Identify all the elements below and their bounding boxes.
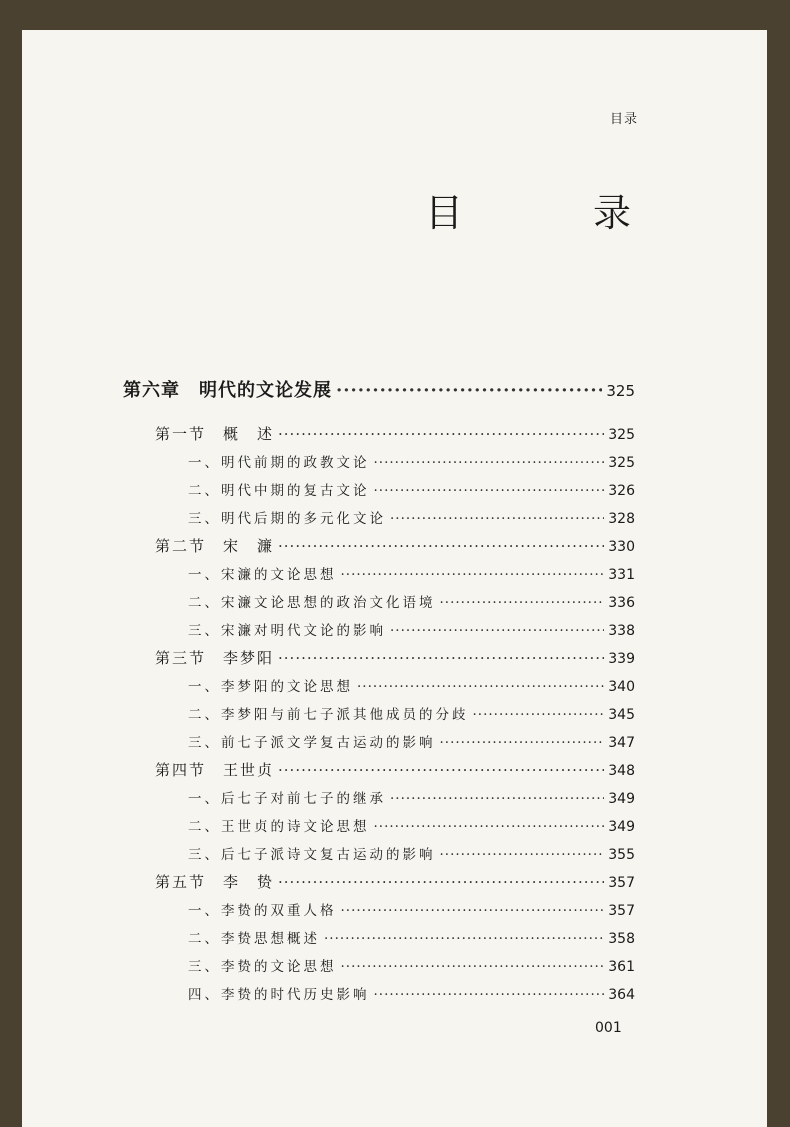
page-number: 339 <box>608 651 635 667</box>
toc-section-entry <box>155 647 635 668</box>
page-number: 357 <box>608 875 635 891</box>
page-number: 357 <box>608 903 635 919</box>
page-number: 348 <box>608 763 635 779</box>
page-number: 328 <box>608 511 635 527</box>
leader-dots <box>390 511 604 527</box>
page-number: 325 <box>608 455 635 471</box>
leader-dots <box>278 649 604 667</box>
page-number: 358 <box>608 931 635 947</box>
leader-dots <box>336 380 602 401</box>
leader-dots <box>278 761 604 779</box>
leader-dots <box>374 819 605 835</box>
leader-dots <box>341 959 605 975</box>
leader-dots <box>278 873 604 891</box>
toc-item-entry <box>188 843 635 863</box>
leader-dots <box>390 623 604 639</box>
item-title: 一、明代前期的政教文论 <box>188 455 370 471</box>
leader-dots <box>473 707 605 723</box>
toc-item-entry <box>188 899 635 919</box>
page-number: 336 <box>608 595 635 611</box>
toc-section-entry <box>155 759 635 780</box>
toc-chapter-entry <box>123 376 635 402</box>
leader-dots <box>440 595 605 611</box>
item-title: 二、王世贞的诗文论思想 <box>188 819 370 835</box>
leader-dots <box>278 425 604 443</box>
item-title: 二、宋濂文论思想的政治文化语境 <box>188 595 436 611</box>
item-title: 四、李贽的时代历史影响 <box>188 987 370 1003</box>
leader-dots <box>440 847 605 863</box>
page-number: 325 <box>608 427 635 443</box>
section-title: 第一节 概 述 <box>155 425 275 443</box>
item-title: 一、李梦阳的文论思想 <box>188 679 353 695</box>
item-title: 三、李贽的文论思想 <box>188 959 337 975</box>
section-title: 第五节 李 贽 <box>155 873 275 891</box>
toc-item-entry <box>188 955 635 975</box>
toc-item-entry <box>188 787 635 807</box>
leader-dots <box>390 791 604 807</box>
section-title: 第四节 王世贞 <box>155 761 275 779</box>
leader-dots <box>374 987 605 1003</box>
toc-item-entry <box>188 619 635 639</box>
toc-item-entry <box>188 451 635 471</box>
toc-item-entry <box>188 479 635 499</box>
toc-item-entry <box>188 815 635 835</box>
page-number: 345 <box>608 707 635 723</box>
toc-item-entry <box>188 591 635 611</box>
leader-dots <box>278 537 604 555</box>
toc-item-entry <box>188 703 635 723</box>
toc-item-entry <box>188 563 635 583</box>
toc-item-entry <box>188 927 635 947</box>
page-number: 338 <box>608 623 635 639</box>
page-number: 364 <box>608 987 635 1003</box>
leader-dots <box>341 903 605 919</box>
page-number: 347 <box>608 735 635 751</box>
section-title: 第二节 宋 濂 <box>155 537 275 555</box>
leader-dots <box>324 931 604 947</box>
toc-section-entry <box>155 871 635 892</box>
page-number: 325 <box>606 382 635 400</box>
item-title: 一、李贽的双重人格 <box>188 903 337 919</box>
toc-section-entry <box>155 535 635 556</box>
item-title: 三、宋濂对明代文论的影响 <box>188 623 386 639</box>
item-title: 二、李贽思想概述 <box>188 931 320 947</box>
toc-section-entry <box>155 423 635 444</box>
folio-page-number: 001 <box>595 1020 622 1036</box>
leader-dots <box>374 455 605 471</box>
page-number: 355 <box>608 847 635 863</box>
toc-item-entry <box>188 983 635 1003</box>
item-title: 二、李梦阳与前七子派其他成员的分歧 <box>188 707 469 723</box>
toc-item-entry <box>188 731 635 751</box>
page-number: 331 <box>608 567 635 583</box>
page-number: 349 <box>608 819 635 835</box>
chapter-title: 第六章 明代的文论发展 <box>123 380 332 401</box>
toc-item-entry <box>188 507 635 527</box>
item-title: 一、后七子对前七子的继承 <box>188 791 386 807</box>
item-title: 三、前七子派文学复古运动的影响 <box>188 735 436 751</box>
leader-dots <box>440 735 605 751</box>
item-title: 二、明代中期的复古文论 <box>188 483 370 499</box>
page-number: 340 <box>608 679 635 695</box>
leader-dots <box>374 483 605 499</box>
running-head: 目录 <box>610 112 639 127</box>
page-number: 349 <box>608 791 635 807</box>
page-number: 361 <box>608 959 635 975</box>
leader-dots <box>341 567 605 583</box>
section-title: 第三节 李梦阳 <box>155 649 275 667</box>
page-title: 目 录 <box>425 191 678 235</box>
toc-item-entry <box>188 675 635 695</box>
page-number: 326 <box>608 483 635 499</box>
item-title: 三、后七子派诗文复古运动的影响 <box>188 847 436 863</box>
item-title: 三、明代后期的多元化文论 <box>188 511 386 527</box>
leader-dots <box>357 679 604 695</box>
page-number: 330 <box>608 539 635 555</box>
item-title: 一、宋濂的文论思想 <box>188 567 337 583</box>
